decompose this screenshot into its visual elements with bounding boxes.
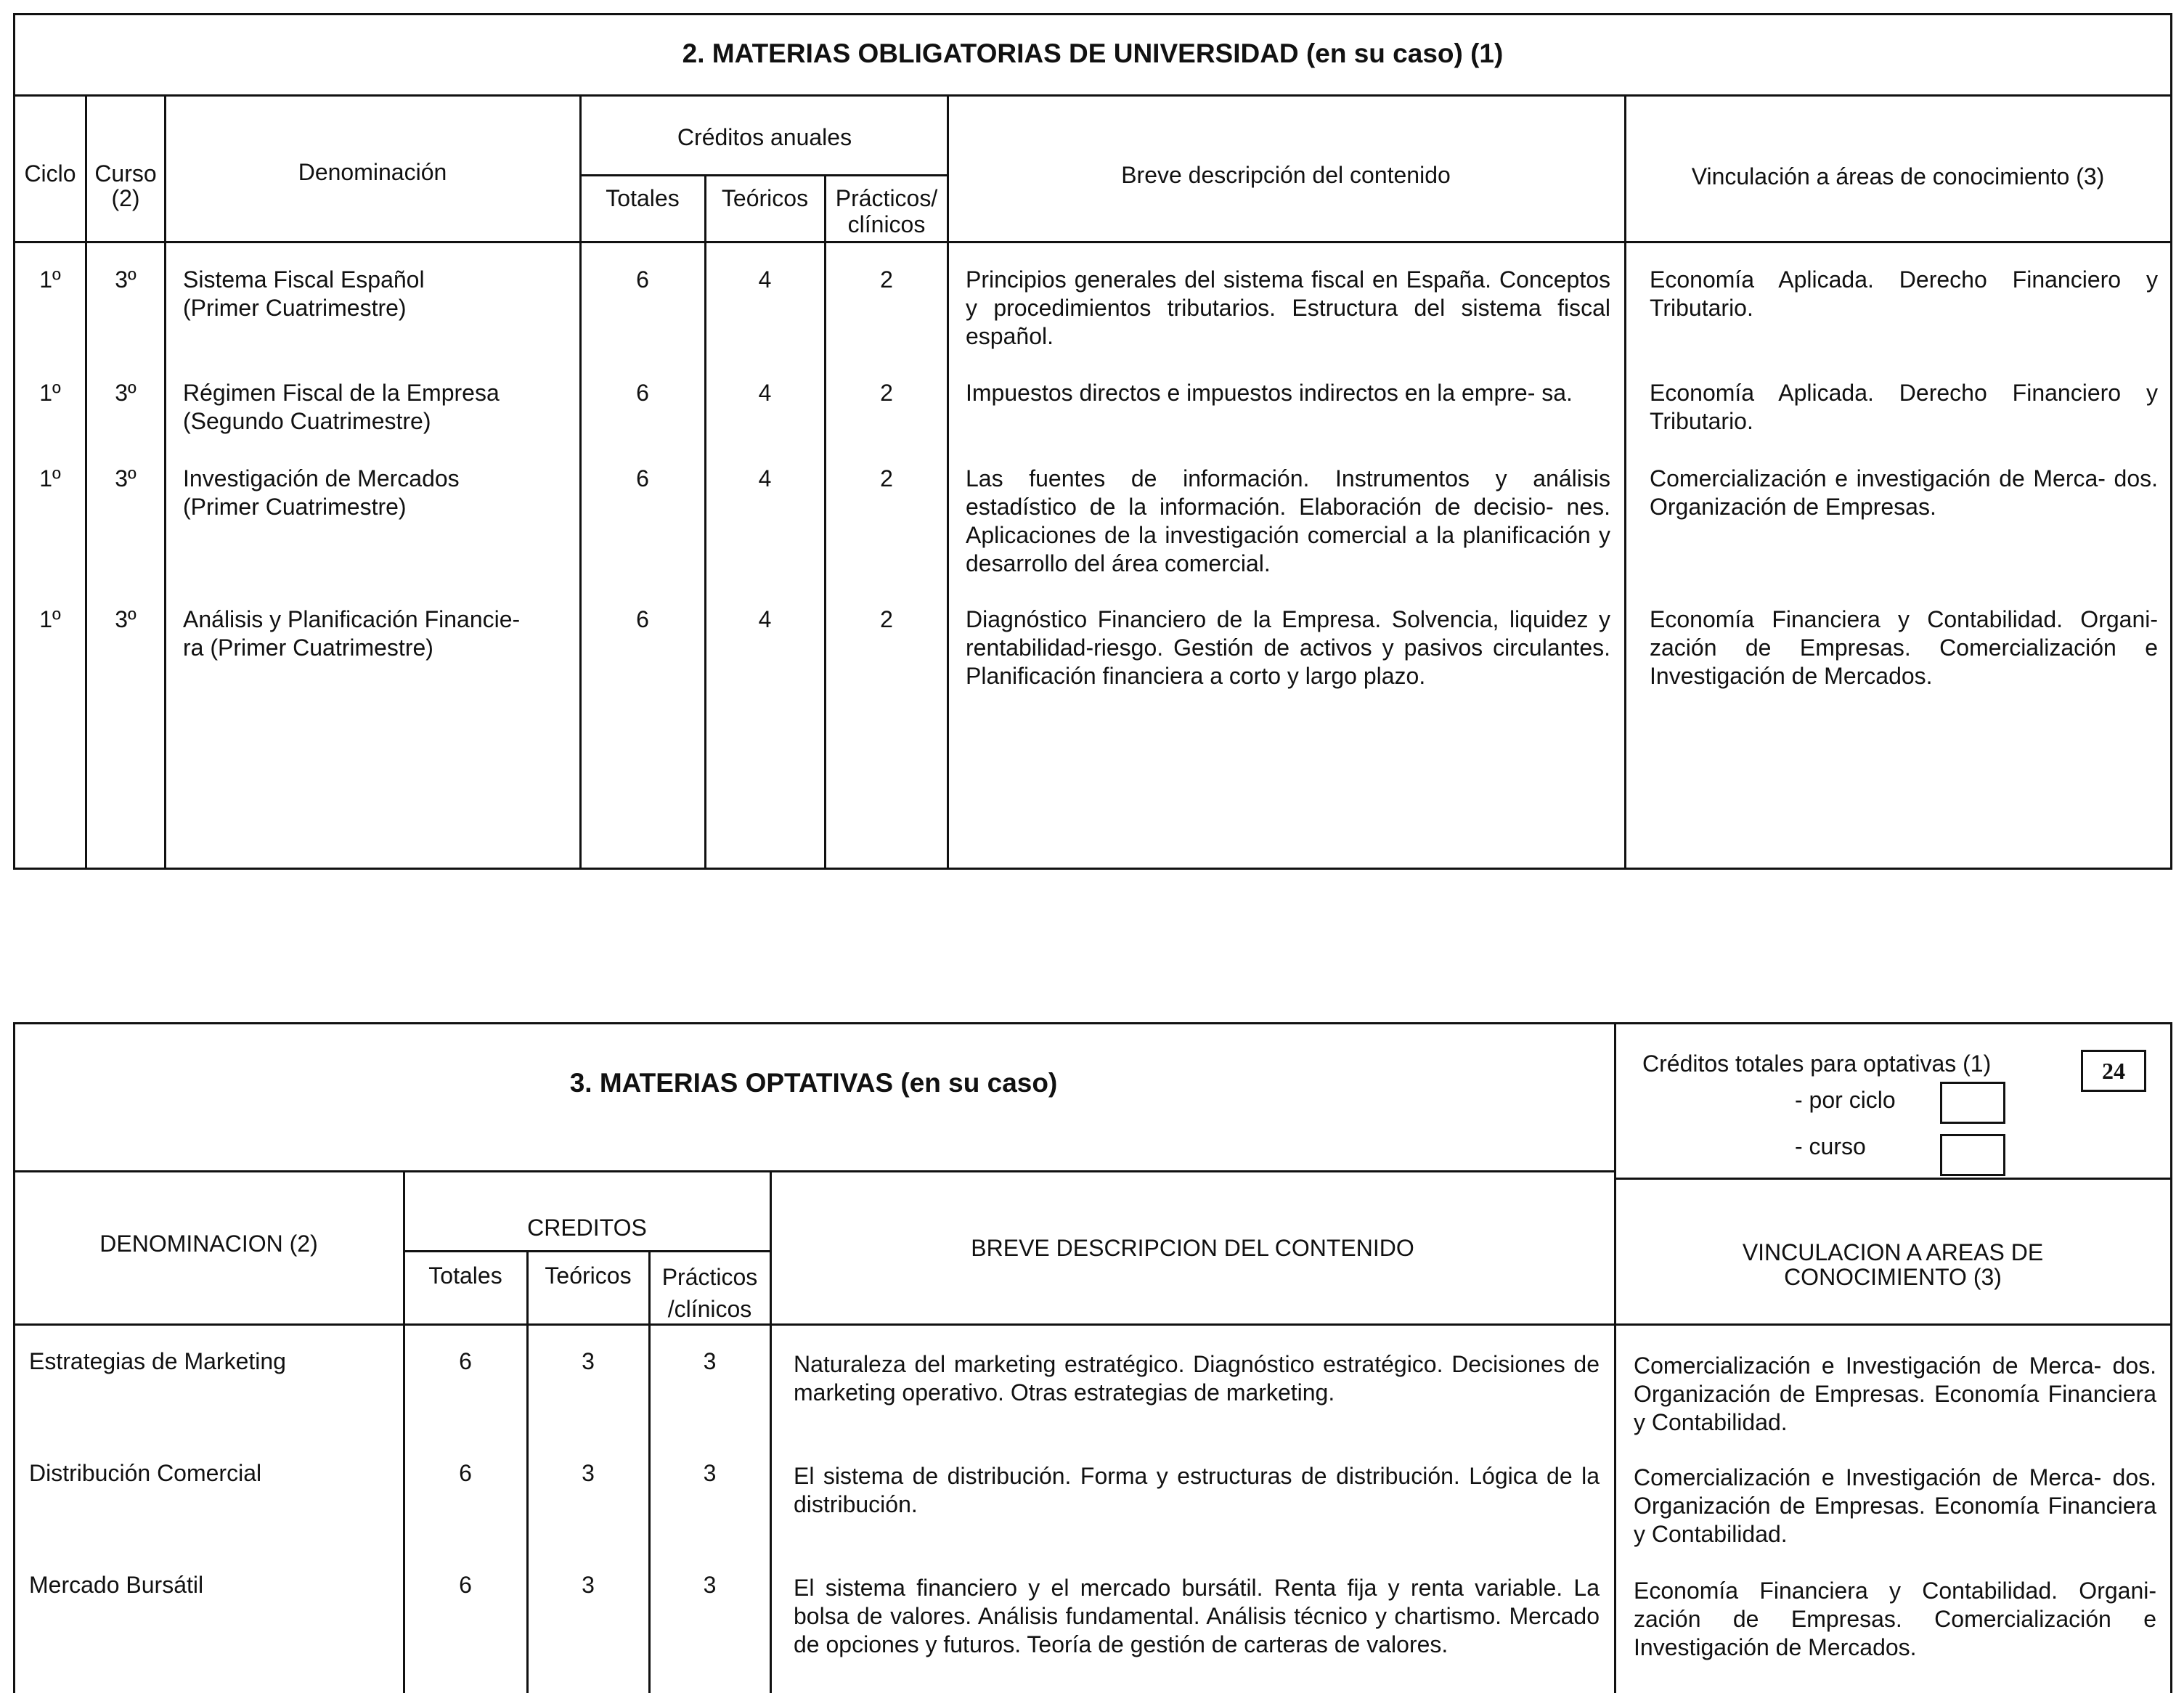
- header-descripcion: BREVE DESCRIPCION DEL CONTENIDO: [971, 1235, 1414, 1261]
- header-clinicos: /clínicos: [667, 1296, 752, 1322]
- curso-label: - curso: [1795, 1133, 1866, 1159]
- header-teoricos: Teóricos: [545, 1262, 632, 1289]
- cell-denominacion: Análisis y Planificación Financie-: [183, 606, 521, 632]
- cell-ciclo: 1º: [39, 606, 61, 632]
- cell-totales: 6: [459, 1572, 472, 1598]
- creditos-totales-label: Créditos totales para optativas (1): [1642, 1051, 1992, 1077]
- cell-denominacion: Sistema Fiscal Español: [183, 266, 425, 293]
- header-vinculacion: VINCULACION A AREAS DE: [1742, 1239, 2044, 1265]
- cell-totales: 6: [459, 1348, 472, 1374]
- cell-teoricos: 3: [582, 1348, 595, 1374]
- header-creditos: CREDITOS: [527, 1215, 647, 1241]
- header-descripcion: Breve descripción del contenido: [1121, 162, 1451, 188]
- cell-totales: 6: [459, 1460, 472, 1486]
- cell-denominacion-sub: ra (Primer Cuatrimestre): [183, 635, 433, 661]
- header-clinicos: clínicos: [847, 211, 926, 237]
- cell-descripcion: Naturaleza del marketing estratégico. Diagnóstico estratégico. Decisiones de marketing operativo. Otras estrategias de marketing.: [794, 1351, 1600, 1406]
- section-title: [13, 1067, 1614, 1099]
- cell-descripcion: Impuestos directos e impuestos indirectos en la empre- sa.: [966, 380, 1573, 406]
- cell-practicos: 3: [703, 1348, 717, 1374]
- cell-denominacion: Estrategias de Marketing: [29, 1348, 286, 1374]
- header-curso: Curso: [94, 160, 157, 187]
- cell-totales: 6: [636, 380, 649, 406]
- creditos-totales-box: [2081, 1050, 2146, 1092]
- por-ciclo-label: - por ciclo: [1795, 1087, 1896, 1113]
- header-vinculacion: Vinculación a áreas de conocimiento (3): [1691, 163, 2105, 189]
- cell-practicos: 2: [880, 380, 893, 406]
- header-denominacion: Denominación: [298, 159, 447, 185]
- header-vinculacion-2: CONOCIMIENTO (3): [1784, 1264, 2002, 1290]
- cell-ciclo: 1º: [39, 465, 61, 491]
- header-ciclo: Ciclo: [24, 160, 76, 187]
- cell-denominacion: Investigación de Mercados: [183, 465, 460, 491]
- cell-teoricos: 4: [758, 606, 772, 632]
- header-teoricos: Teóricos: [721, 185, 809, 211]
- cell-vinculacion: Economía Aplicada. Derecho Financiero y Tributario.: [1650, 380, 2158, 434]
- cell-teoricos: 3: [582, 1460, 595, 1486]
- title-main: 2. MATERIAS OBLIGATORIAS DE UNIVERSIDAD: [682, 38, 1299, 68]
- header-practicos: Prácticos: [661, 1264, 758, 1290]
- header-totales: Totales: [428, 1262, 502, 1289]
- title-suffix: (en su caso): [900, 1068, 1058, 1098]
- cell-practicos: 3: [703, 1460, 717, 1486]
- creditos-totales-value: 24: [2102, 1058, 2125, 1084]
- cell-vinculacion: Comercialización e investigación de Merca- dos. Organización de Empresas.: [1650, 465, 2158, 520]
- cell-curso: 3º: [115, 266, 136, 293]
- cell-vinculacion: Economía Financiera y Contabilidad. Organi- zación de Empresas. Comercialización e Investigación de Mercados.: [1634, 1578, 2156, 1660]
- cell-descripcion: El sistema de distribución. Forma y estructuras de distribución. Lógica de la distribución.: [794, 1463, 1600, 1517]
- header-practicos: Prácticos/: [835, 185, 938, 211]
- header-curso-note: (2): [111, 185, 140, 211]
- cell-teoricos: 4: [758, 465, 772, 491]
- cell-vinculacion: Economía Aplicada. Derecho Financiero y Tributario.: [1650, 266, 2158, 321]
- header-totales: Totales: [606, 185, 680, 211]
- cell-curso: 3º: [115, 465, 136, 491]
- page-title: [13, 38, 2172, 70]
- cell-teoricos: 4: [758, 380, 772, 406]
- cell-ciclo: 1º: [39, 266, 61, 293]
- cell-denominacion: Régimen Fiscal de la Empresa: [183, 380, 500, 406]
- title-suffix: (en su caso) (1): [1305, 38, 1504, 68]
- cell-totales: 6: [636, 266, 649, 293]
- cell-totales: 6: [636, 606, 649, 632]
- cell-ciclo: 1º: [39, 380, 61, 406]
- cell-practicos: 2: [880, 266, 893, 293]
- cell-descripcion: Principios generales del sistema fiscal en España. Conceptos y procedimientos tributarios. Estructura del sistema fiscal español.: [966, 266, 1610, 349]
- cell-denominacion: Mercado Bursátil: [29, 1572, 204, 1598]
- curso-box[interactable]: [1940, 1134, 2005, 1176]
- cell-curso: 3º: [115, 606, 136, 632]
- cell-teoricos: 4: [758, 266, 772, 293]
- cell-denominacion-sub: (Primer Cuatrimestre): [183, 494, 407, 520]
- title-main: 3. MATERIAS OPTATIVAS: [569, 1068, 894, 1098]
- cell-curso: 3º: [115, 380, 136, 406]
- cell-practicos: 2: [880, 606, 893, 632]
- cell-practicos: 3: [703, 1572, 717, 1598]
- header-denominacion: DENOMINACION (2): [99, 1231, 318, 1257]
- cell-denominacion-sub: (Segundo Cuatrimestre): [183, 408, 431, 434]
- cell-descripcion: Las fuentes de información. Instrumentos y análisis estadístico de la información. Elaboración de decisio- nes. Aplicaciones de la investigación comercial a la planificación y desarrollo del área comercial.: [966, 465, 1610, 576]
- cell-denominacion-sub: (Primer Cuatrimestre): [183, 295, 407, 321]
- cell-teoricos: 3: [582, 1572, 595, 1598]
- cell-descripcion: El sistema financiero y el mercado bursátil. Renta fija y renta variable. La bolsa de valores. Análisis fundamental. Análisis técnico y chartismo. Mercado de opciones y futuros. Teoría de gestión de carteras de valores.: [794, 1575, 1600, 1657]
- cell-practicos: 2: [880, 465, 893, 491]
- cell-vinculacion: Comercialización e Investigación de Merca- dos. Organización de Empresas. Economía Financiera y Contabilidad.: [1634, 1353, 2156, 1435]
- cell-vinculacion: Economía Financiera y Contabilidad. Organi- zación de Empresas. Comercialización e Investigación de Mercados.: [1650, 606, 2158, 689]
- cell-denominacion: Distribución Comercial: [29, 1460, 262, 1486]
- por-ciclo-box[interactable]: [1940, 1082, 2005, 1124]
- header-creditos-anuales: Créditos anuales: [677, 124, 852, 150]
- cell-totales: 6: [636, 465, 649, 491]
- cell-vinculacion: Comercialización e Investigación de Merca- dos. Organización de Empresas. Economía Financiera y Contabilidad.: [1634, 1464, 2156, 1547]
- cell-descripcion: Diagnóstico Financiero de la Empresa. Solvencia, liquidez y rentabilidad-riesgo. Gestión de activos y pasivos circulantes. Planificación financiera a corto y largo plazo.: [966, 606, 1610, 689]
